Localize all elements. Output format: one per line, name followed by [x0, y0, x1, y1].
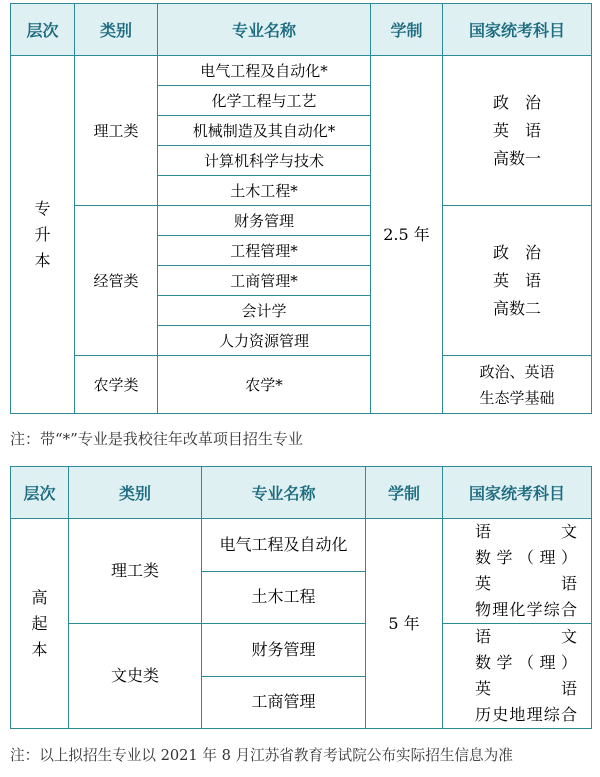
major-cell: 土木工程* [158, 176, 371, 206]
category-cell: 理工类 [69, 519, 202, 624]
header-exams: 国家统考科目 [443, 4, 592, 56]
category-cell: 文史类 [69, 624, 202, 729]
table-row [11, 356, 592, 414]
major-cell: 财务管理 [202, 624, 366, 677]
table-row [11, 624, 592, 677]
major-cell: 人力资源管理 [158, 326, 371, 356]
header-category: 类别 [69, 467, 202, 519]
exam-cell: 政 治 英 语 高数二 [443, 206, 592, 356]
table-row [11, 206, 592, 236]
level-cell: 高 起 本 [11, 519, 69, 729]
table-header-row [11, 4, 592, 56]
exam-cell: 语 文 数学（理） 英 语 物理化学综合 [443, 519, 592, 624]
table-header-row [11, 467, 592, 519]
major-cell: 电气工程及自动化* [158, 56, 371, 86]
upgrade-table [10, 3, 592, 414]
duration-cell: 2.5 年 [371, 56, 443, 414]
note-final-info: 注：以上拟招生专业以 2021 年 8 月江苏省教育考试院公布实际招生信息为准 [10, 747, 513, 764]
major-cell: 化学工程与工艺 [158, 86, 371, 116]
major-cell: 工程管理* [158, 236, 371, 266]
table-row [11, 56, 592, 86]
major-cell: 会计学 [158, 296, 371, 326]
header-major: 专业名称 [158, 4, 371, 56]
major-cell: 计算机科学与技术 [158, 146, 371, 176]
header-category: 类别 [75, 4, 158, 56]
major-cell: 电气工程及自动化 [202, 519, 366, 572]
header-exams: 国家统考科目 [443, 467, 592, 519]
header-level: 层次 [11, 4, 75, 56]
note-reform-majors: 注：带“*”专业是我校往年改革项目招生专业 [10, 430, 303, 448]
major-cell: 机械制造及其自动化* [158, 116, 371, 146]
major-cell: 工商管理* [158, 266, 371, 296]
category-cell: 农学类 [75, 356, 158, 414]
major-cell: 工商管理 [202, 676, 366, 729]
duration-cell: 5 年 [366, 519, 443, 729]
exam-cell: 语 文 数学（理） 英 语 历史地理综合 [443, 624, 592, 729]
header-duration: 学制 [371, 4, 443, 56]
header-major: 专业名称 [202, 467, 366, 519]
exam-cell: 政 治 英 语 高数一 [443, 56, 592, 206]
major-cell: 财务管理 [158, 206, 371, 236]
header-level: 层次 [11, 467, 69, 519]
highschool-table [10, 466, 592, 729]
category-cell: 经管类 [75, 206, 158, 356]
level-cell: 专 升 本 [11, 56, 75, 414]
major-cell: 农学* [158, 356, 371, 414]
exam-cell: 政治、英语 生态学基础 [443, 356, 592, 414]
header-duration: 学制 [366, 467, 443, 519]
major-cell: 土木工程 [202, 571, 366, 624]
table-row [11, 519, 592, 572]
category-cell: 理工类 [75, 56, 158, 206]
